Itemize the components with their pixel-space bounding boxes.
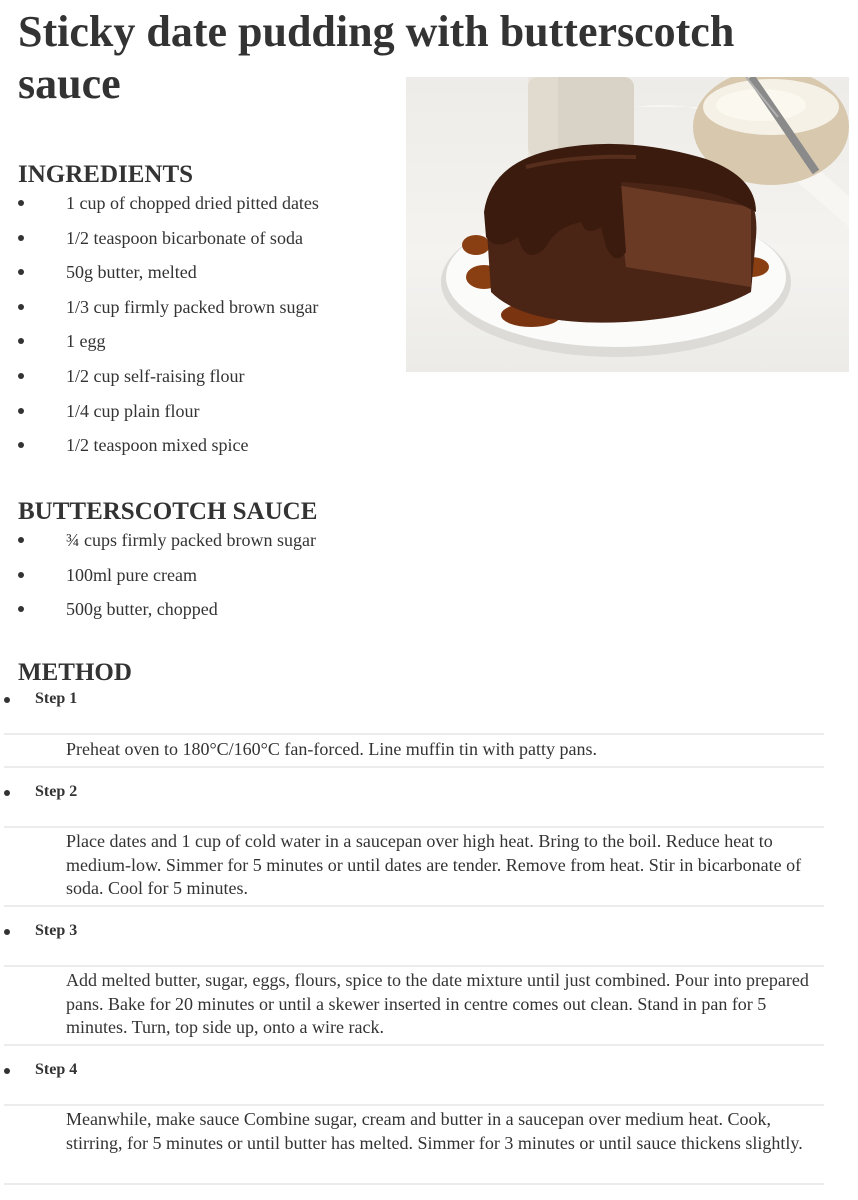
divider xyxy=(4,826,824,828)
recipe-title: Sticky date pudding with butterscotch sauce xyxy=(18,7,735,108)
ingredients-list xyxy=(18,191,438,468)
pudding-photo xyxy=(406,77,849,372)
list-item: 1/3 cup firmly packed brown sugar xyxy=(18,295,438,330)
divider xyxy=(4,733,824,735)
list-item: 1/2 cup self-raising flour xyxy=(18,364,438,399)
bullet-icon xyxy=(18,338,24,344)
bullet-icon xyxy=(4,697,10,703)
bullet-icon xyxy=(18,537,24,543)
step-text: Meanwhile, make sauce Combine sugar, cream and butter in a saucepan over medium heat. Cook, stirring, for 5 minutes or until butter has melted. Simmer for 3 minutes or until sauce thickens slightly. xyxy=(66,1109,803,1153)
ingredients-heading: INGREDIENTS xyxy=(18,161,194,188)
divider xyxy=(4,1183,824,1185)
list-item: 50g butter, melted xyxy=(18,260,438,295)
method-heading: METHOD xyxy=(18,659,132,686)
list-item: 1 egg xyxy=(18,329,438,364)
bullet-icon xyxy=(18,269,24,275)
list-item: 1/2 teaspoon mixed spice xyxy=(18,433,438,468)
bullet-icon xyxy=(18,373,24,379)
sauce-heading: BUTTERSCOTCH SAUCE xyxy=(18,498,318,525)
bullet-icon xyxy=(18,408,24,414)
bullet-icon xyxy=(4,1068,10,1074)
list-item: 100ml pure cream xyxy=(18,563,438,598)
list-item: 1/2 teaspoon bicarbonate of soda xyxy=(18,226,438,261)
step-text: Preheat oven to 180°C/160°C fan-forced. Line muffin tin with patty pans. xyxy=(66,739,597,759)
list-item: 500g butter, chopped xyxy=(18,597,438,632)
step-text: Add melted butter, sugar, eggs, flours, spice to the date mixture until just combined. Pour into prepared pans. Bake for 20 minutes or until a skewer inserted in centre comes out clean. Stand in pan for 5 minutes. Turn, top side up, onto a wire rack. xyxy=(66,970,809,1037)
list-item: ¾ cups firmly packed brown sugar xyxy=(18,528,438,563)
divider xyxy=(4,1104,824,1106)
bullet-icon xyxy=(18,200,24,206)
sauce-list xyxy=(18,528,438,632)
bullet-icon xyxy=(18,304,24,310)
pudding-illustration xyxy=(406,77,849,372)
divider xyxy=(4,905,824,907)
bullet-icon xyxy=(18,235,24,241)
bullet-icon xyxy=(18,606,24,612)
bullet-icon xyxy=(4,790,10,796)
list-item: 1 cup of chopped dried pitted dates xyxy=(18,191,438,226)
bullet-icon xyxy=(18,572,24,578)
bullet-icon xyxy=(4,929,10,935)
step-text: Place dates and 1 cup of cold water in a saucepan over high heat. Bring to the boil. Reduce heat to medium-low. Simmer for 5 minutes or until dates are tender. Remove from heat. Stir in bicarbonate of soda. Cool for 5 minutes. xyxy=(66,831,802,898)
divider xyxy=(4,965,824,967)
divider xyxy=(4,1044,824,1046)
divider xyxy=(4,766,824,768)
list-item: 1/4 cup plain flour xyxy=(18,399,438,434)
bullet-icon xyxy=(18,442,24,448)
